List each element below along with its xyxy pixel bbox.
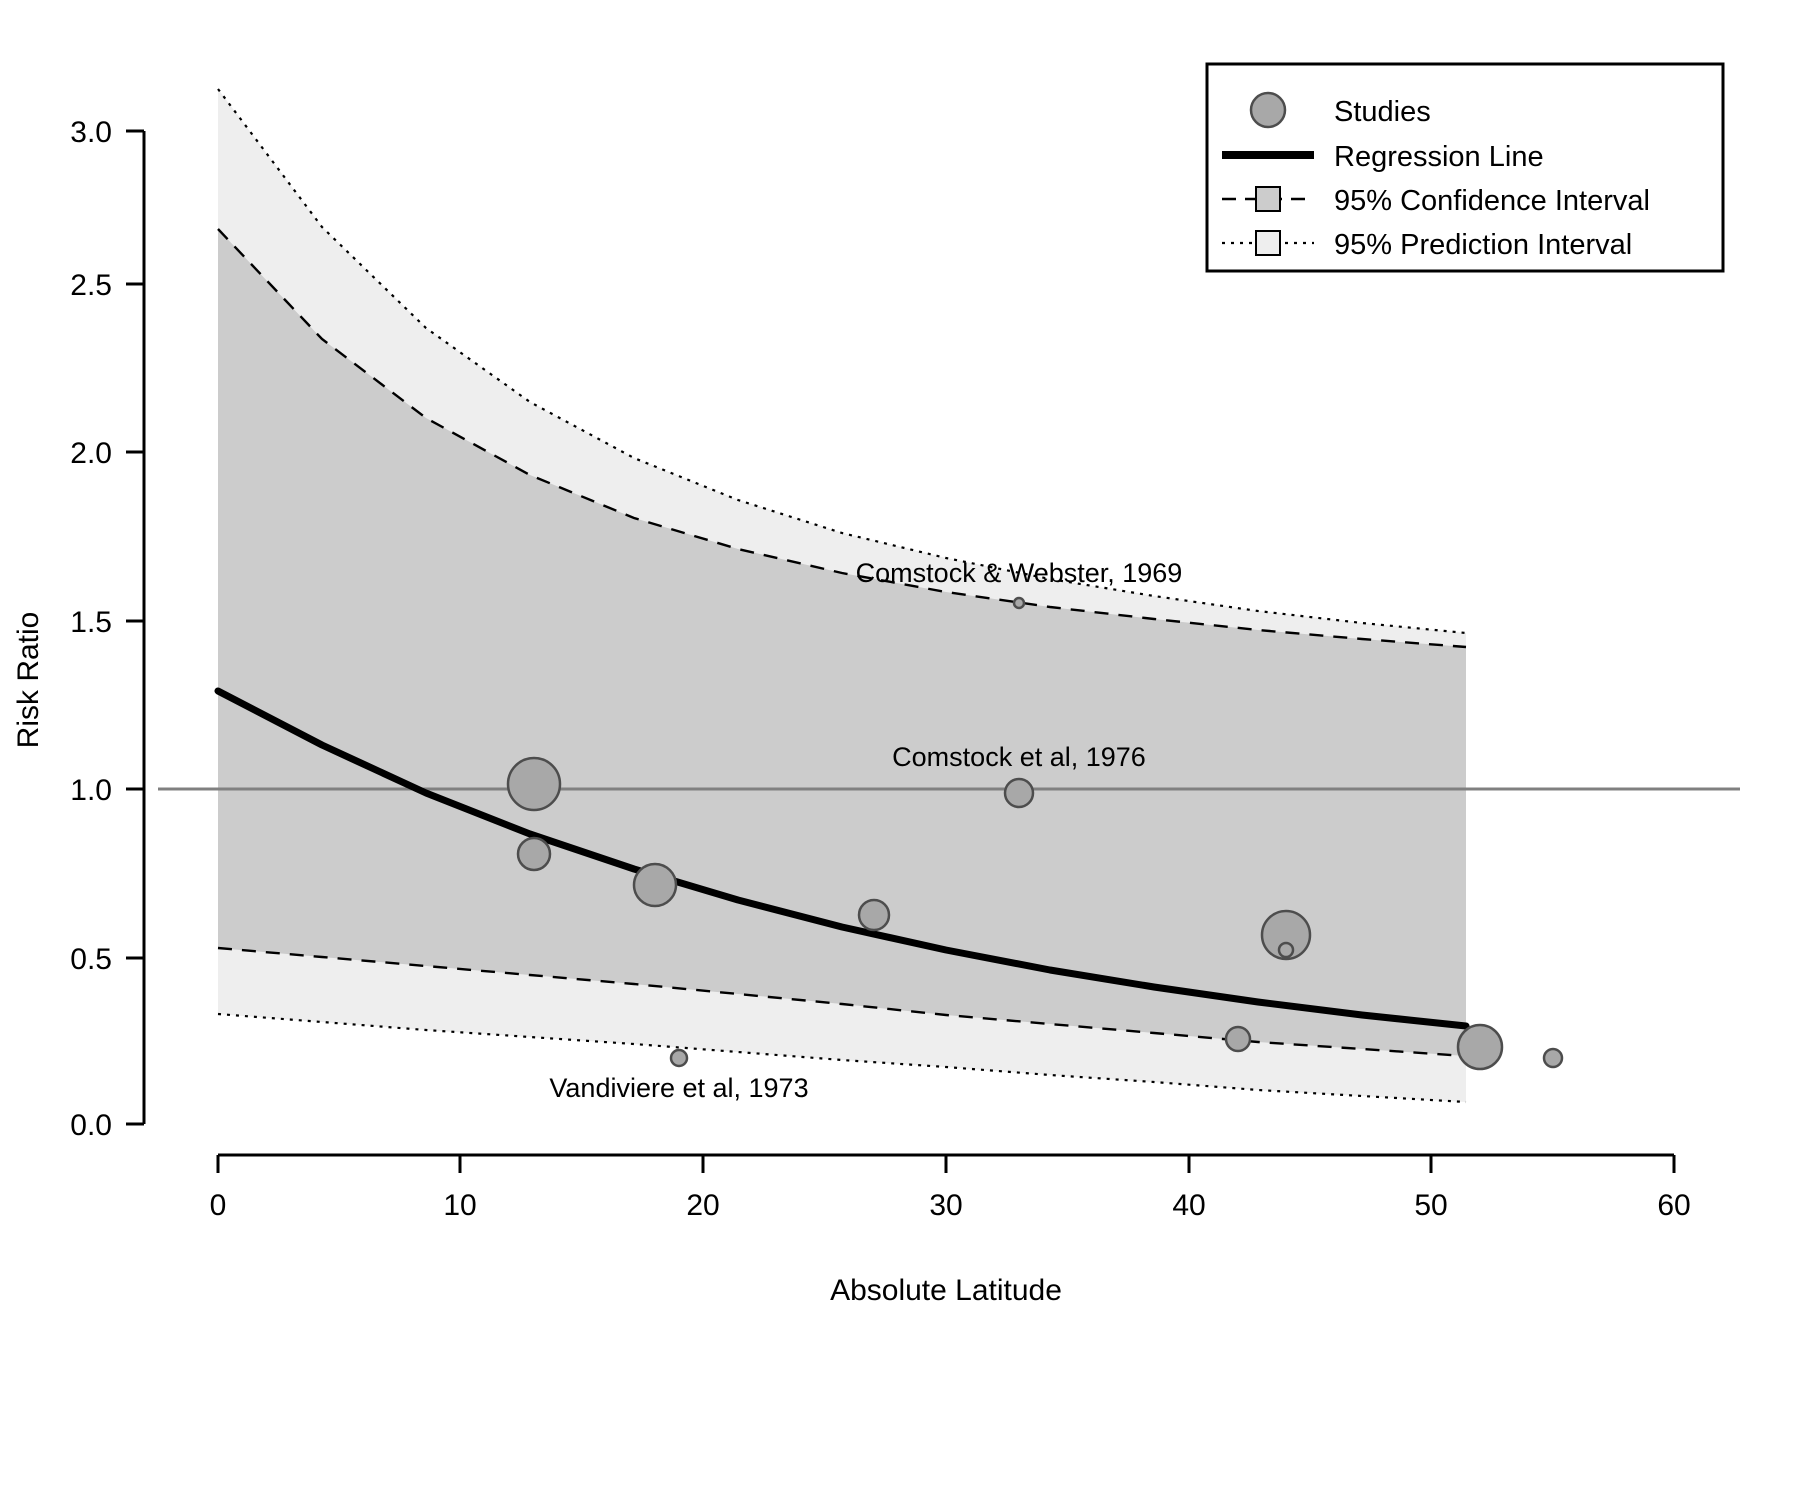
- study-point[interactable]: [634, 864, 676, 906]
- legend-marker-pi-box: [1256, 231, 1280, 255]
- study-point[interactable]: [518, 838, 550, 870]
- legend-label-regression-line: Regression Line: [1334, 141, 1544, 173]
- x-tick-label-3: 30: [929, 1189, 963, 1222]
- y-tick-label-4: 2.0: [70, 437, 112, 470]
- study-point[interactable]: [859, 900, 889, 930]
- legend-marker-studies: [1251, 93, 1285, 127]
- x-tick-label-2: 20: [686, 1189, 720, 1222]
- study-point[interactable]: [671, 1050, 687, 1066]
- y-tick-label-0: 0.0: [70, 1109, 112, 1142]
- study-point[interactable]: [1005, 779, 1033, 807]
- study-point[interactable]: [1279, 943, 1293, 957]
- study-point[interactable]: [1458, 1025, 1502, 1069]
- y-tick-label-3: 1.5: [70, 606, 112, 639]
- y-tick-label-5: 2.5: [70, 269, 112, 302]
- point-label-vandiviere-1973: Vandiviere et al, 1973: [549, 1073, 809, 1103]
- study-point[interactable]: [1014, 598, 1024, 608]
- legend-label-pi: 95% Prediction Interval: [1334, 229, 1633, 261]
- study-point[interactable]: [508, 758, 560, 810]
- x-tick-label-5: 50: [1414, 1189, 1448, 1222]
- study-point[interactable]: [1544, 1049, 1562, 1067]
- legend-label-ci: 95% Confidence Interval: [1334, 185, 1650, 217]
- x-tick-label-4: 40: [1172, 1189, 1206, 1222]
- legend-label-studies: Studies: [1334, 96, 1431, 128]
- study-point[interactable]: [1226, 1027, 1250, 1051]
- legend-marker-ci-box: [1256, 187, 1280, 211]
- legend: [1207, 64, 1723, 271]
- point-label-comstock-webster-1969: Comstock & Webster, 1969: [855, 558, 1183, 588]
- y-axis-title: Risk Ratio: [12, 611, 45, 749]
- y-tick-label-1: 0.5: [70, 943, 112, 976]
- y-tick-label-6: 3.0: [70, 116, 112, 149]
- x-axis-title: Absolute Latitude: [830, 1274, 1062, 1307]
- x-tick-label-6: 60: [1657, 1189, 1691, 1222]
- y-tick-label-2: 1.0: [70, 774, 112, 807]
- x-tick-label-0: 0: [209, 1189, 227, 1222]
- x-tick-label-1: 10: [443, 1189, 477, 1222]
- point-label-comstock-1976: Comstock et al, 1976: [892, 742, 1146, 772]
